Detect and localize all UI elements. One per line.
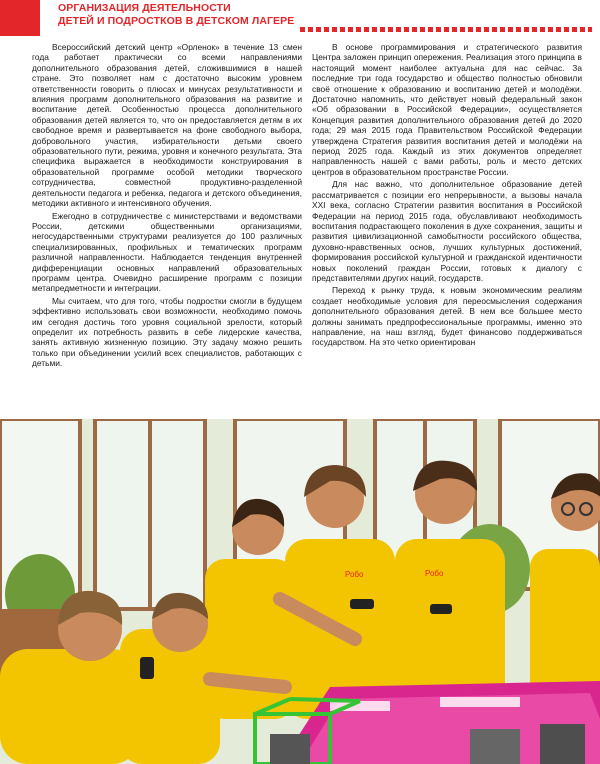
section-header xyxy=(58,2,598,27)
shirt-label: Робо xyxy=(345,570,364,579)
right-text-column xyxy=(312,42,582,348)
paragraph: Всероссийский детский центр «Орленок» в течение 13 смен года работает практически со всеми направлениями дополнительного образования детей, сложившимися в нашей стране. Это позволяет нам с достаточно высоким уровнем ответственности говорить о плюсах и минусах результативности и влияния программ дополнительного образования на развитие и воспитание детей. Особенностью процесса дополнительного образования детей является то, что он предоставляется детям в их свободное время и развертывается на фоне свободного выбора, добровольного участия, избирательности детьми своего образовательного пути, режима, уровня и конечного результата. Эта специфика выражается в необходимости конструирования в образовательной программе особой методики творческого сотрудничества, совместной продуктивно-разделенной деятельности педагога и ребенка, педагога и детского объединения, методики активного и интенсивного обучения. xyxy=(32,42,302,209)
photo-illustration xyxy=(0,419,600,764)
left-text-column xyxy=(32,42,302,369)
decorative-square-strip xyxy=(300,27,592,33)
paragraph: Мы считаем, что для того, чтобы подростки смогли в будущем эффективно использовать свои возможности, необходимо помочь им сегодня достичь того уровня социальной зрелости, который определит их потребность развить в себе лидерские качества, занять активную жизненную позицию. Эту задачу можно решить только при объединении усилий всех специалистов, работающих с детьми. xyxy=(32,295,302,369)
robot xyxy=(540,724,585,764)
paragraph: Переход к рынку труда, к новым экономическим реалиям создает необходимые условия для переосмысления содержания дополнительного образования детей. В нем все большее место должны занимать предпрофессиональные программы, именно это направление, на наш взгляд, будет финансово поддерживаться государством. На это четко ориентирован xyxy=(312,285,582,348)
paragraph: В основе программирования и стратегического развития Центра заложен принцип опережения. Реализация этого принципа в настоящий момент наиболее актуальна для нас сейчас. За последние три года государство и общество полностью обновили своё отношение к образованию и воспитанию детей и молодёжи. Достаточно напомнить, что действует новый федеральный закон «Об образовании в Российской Федерации», осуществляется Концепция развития дополнительного образования детей до 2020 года; 29 мая 2015 года Правительством Российской Федерации утверждена Стратегия развития воспитания детей и молодёжи на период 2025 года. Каждый из этих документов определяет направленность нашей с вами работы, роль и место детских центров в образовательном пространстве России. xyxy=(312,42,582,177)
header-title-line-1: ОРГАНИЗАЦИЯ ДЕЯТЕЛЬНОСТИ xyxy=(58,2,231,14)
robotics-class-photo xyxy=(0,419,600,764)
red-accent-bar xyxy=(0,0,40,36)
header-title-line-2: ДЕТЕЙ И ПОДРОСТКОВ В ДЕТСКОМ ЛАГЕРЕ xyxy=(58,14,295,27)
shirt-label: Робо xyxy=(425,569,444,578)
robot xyxy=(470,729,520,764)
paragraph: Для нас важно, что дополнительное образование детей рассматривается с позиции его непрерывности, а вызовы начала XXI века, согласно Стратегии развития воспитания в Российской Федерации на период 2015 года, обуславливают необходимость воспитания подрастающего поколения в духе сохранения, защиты и развития цивилизационной самобытности российского общества, духовно-нравственных основ, лучших культурных достижений, формирования российской культурной и гражданской идентичности новых поколений граждан России, готовых к диалогу с представителями других наций, государств. xyxy=(312,179,582,283)
robot xyxy=(270,734,310,764)
paragraph: Ежегодно в сотрудничестве с министерствами и ведомствами России, детскими общественными организациями, негосударственными структурами реализуется до 100 различных специализированных, профильных и тематических программ различной направленности. Наблюдается тенденция внутренней дифференциации основных направлений образовательных программ центра. Очевидно расширение программ с позиции метапредметности и интеграции. xyxy=(32,210,302,294)
